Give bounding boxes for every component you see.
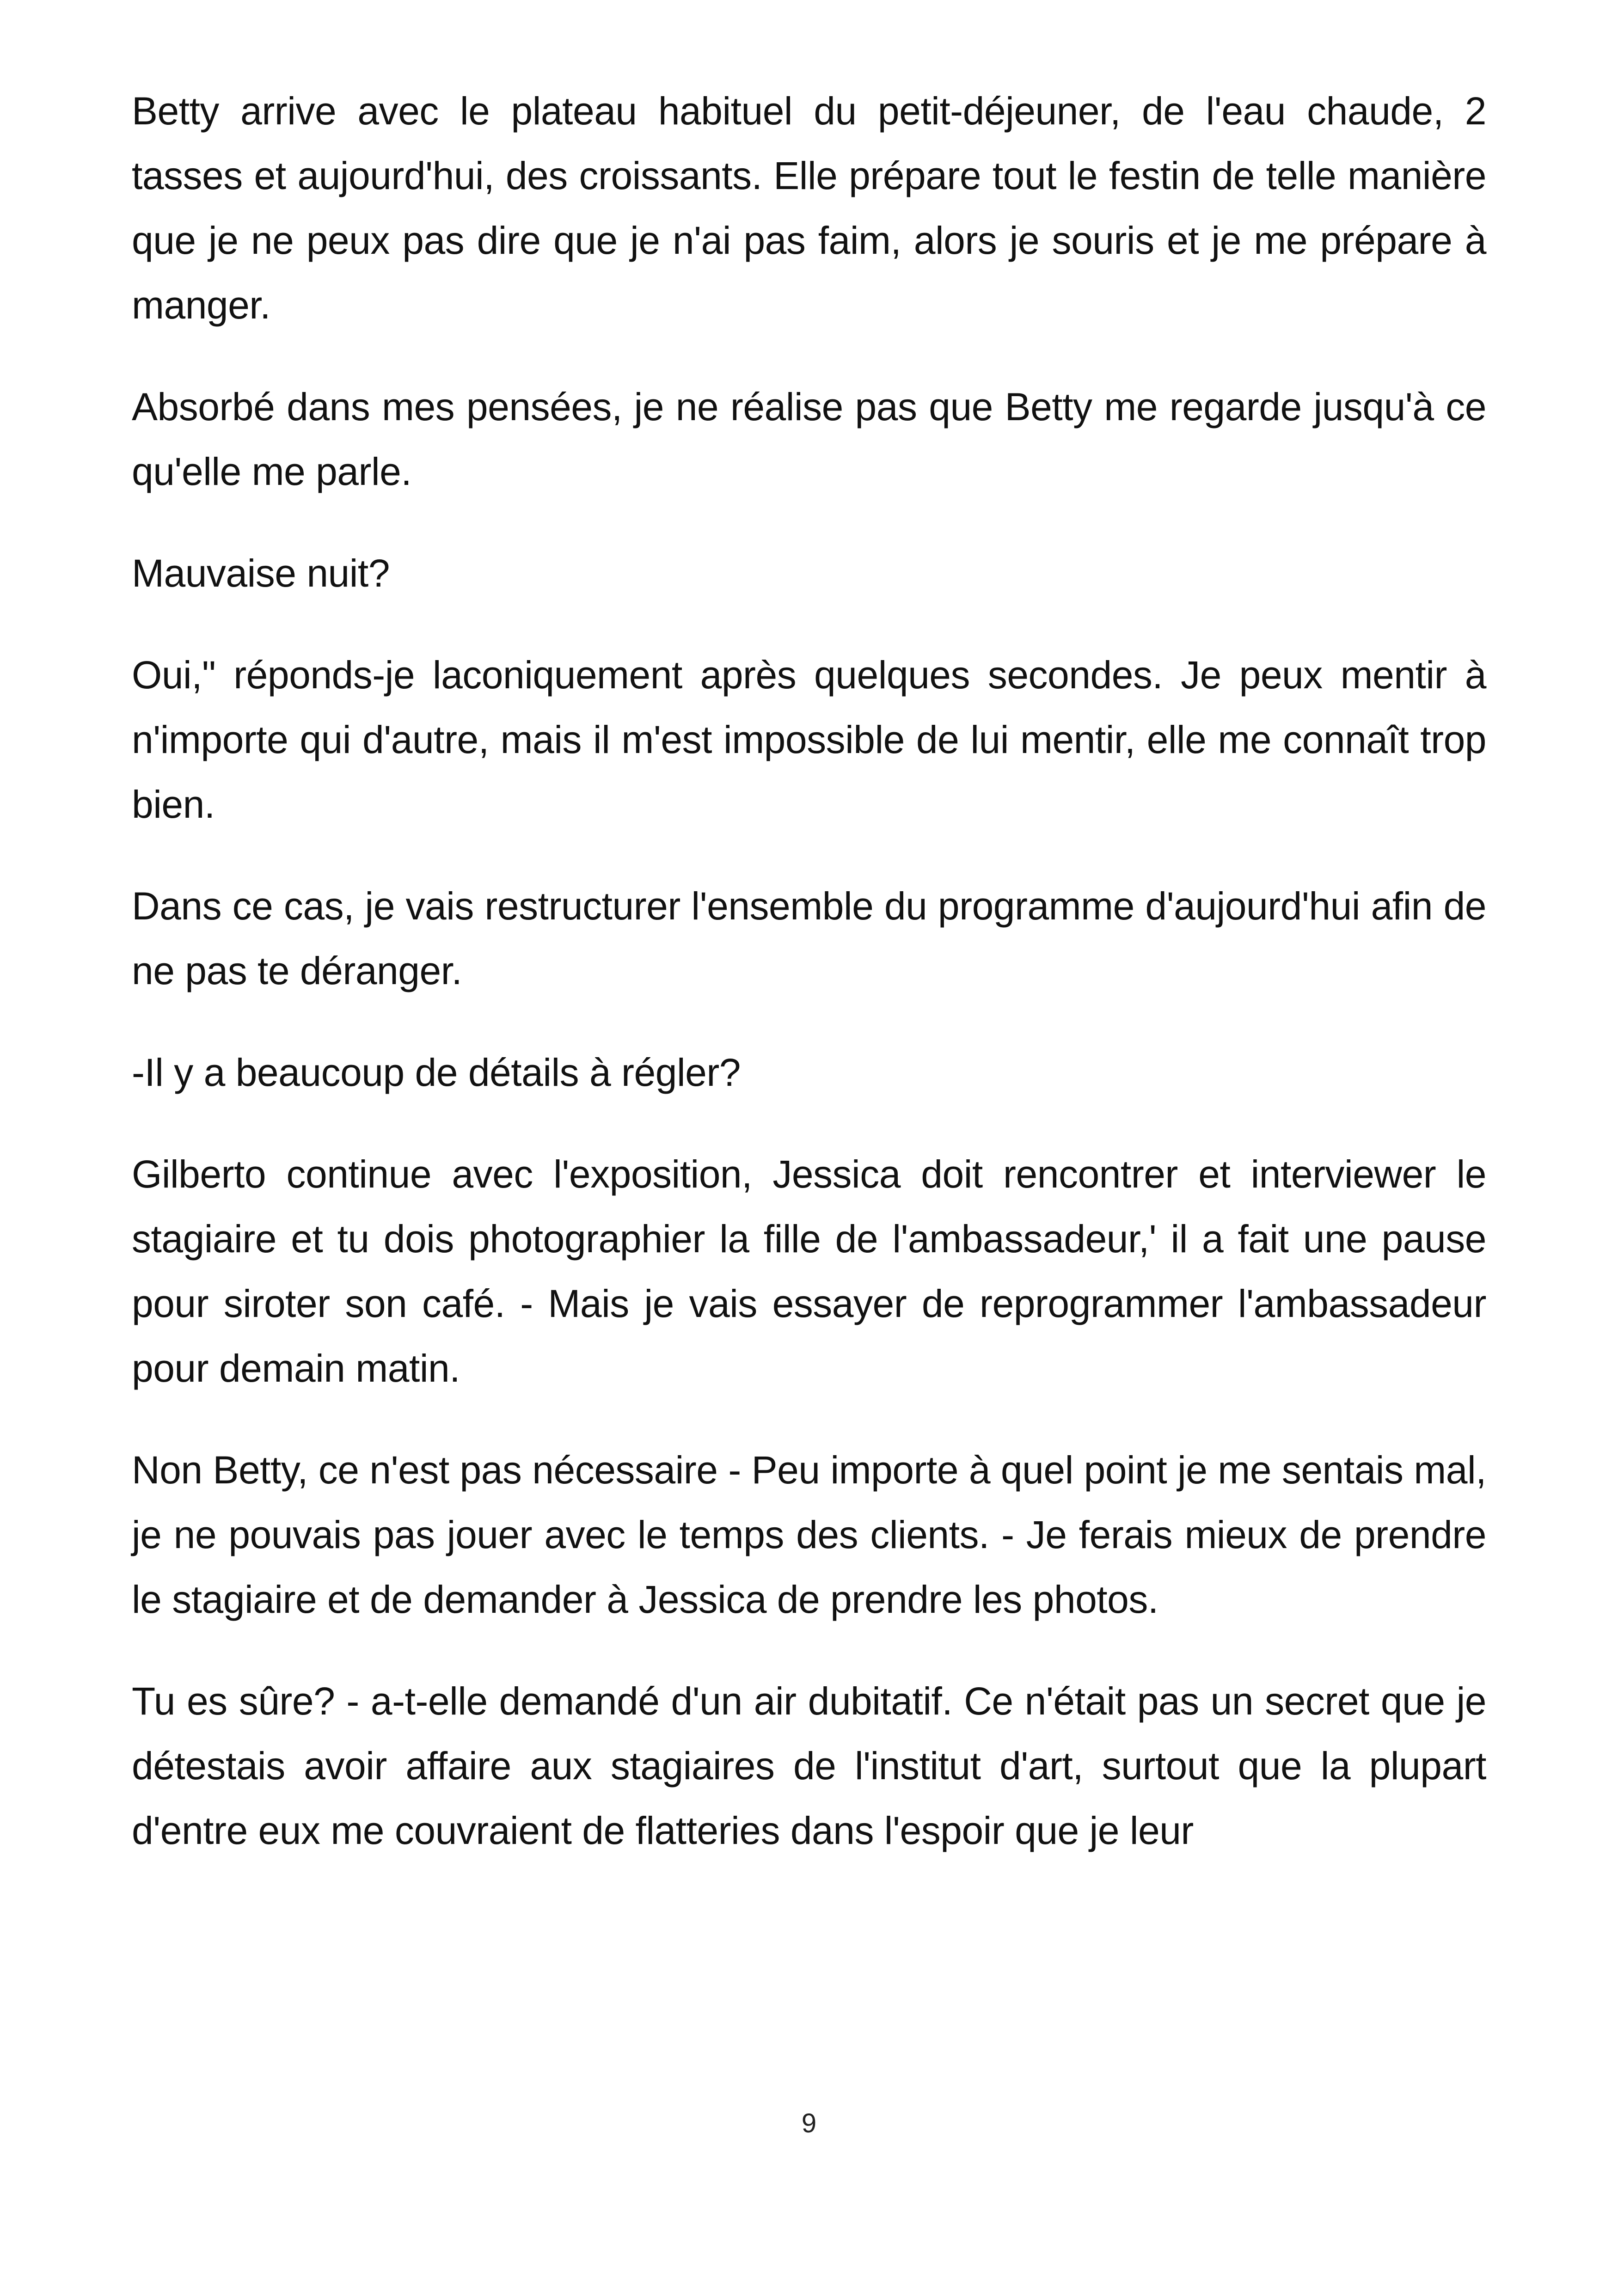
paragraph-1: Betty arrive avec le plateau habituel du petit-déjeuner, de l'eau chaude, 2 tasses et aujourd'hui, des croissants. Elle prépare tout le festin de telle manière que je ne peux pas dire que je n'ai pas faim, alors je souris et je me prépare à manger.	[132, 89, 1486, 327]
paragraph-2: Absorbé dans mes pensées, je ne réalise pas que Betty me regarde jusqu'à ce qu'elle me parle.	[132, 385, 1486, 493]
text-body	[132, 79, 1486, 1900]
page-number: 9	[801, 2108, 817, 2138]
paragraph-9: Tu es sûre? - a-t-elle demandé d'un air dubitatif. Ce n'était pas un secret que je détestais avoir affaire aux stagiaires de l'institut d'art, surtout que la plupart d'entre eux me couvraient de flatteries dans l'espoir que je leur	[132, 1679, 1486, 1852]
paragraph-7: Gilberto continue avec l'exposition, Jessica doit rencontrer et interviewer le stagiaire et tu dois photographier la fille de l'ambassadeur,' il a fait une pause pour siroter son café. - Mais je vais essayer de reprogrammer l'ambassadeur pour demain matin.	[132, 1152, 1486, 1390]
paragraph-4: Oui," réponds-je laconiquement après quelques secondes. Je peux mentir à n'importe qui d'autre, mais il m'est impossible de lui mentir, elle me connaît trop bien.	[132, 653, 1486, 826]
paragraph-8: Non Betty, ce n'est pas nécessaire - Peu importe à quel point je me sentais mal, je ne pouvais pas jouer avec le temps des clients. - Je ferais mieux de prendre le stagiaire et de demander à Jessica de prendre les photos.	[132, 1448, 1486, 1621]
paragraph-6: -Il y a beaucoup de détails à régler?	[132, 1051, 741, 1094]
paragraph-5: Dans ce cas, je vais restructurer l'ensemble du programme d'aujourd'hui afin de ne pas te déranger.	[132, 884, 1486, 992]
paragraph-3: Mauvaise nuit?	[132, 551, 390, 595]
